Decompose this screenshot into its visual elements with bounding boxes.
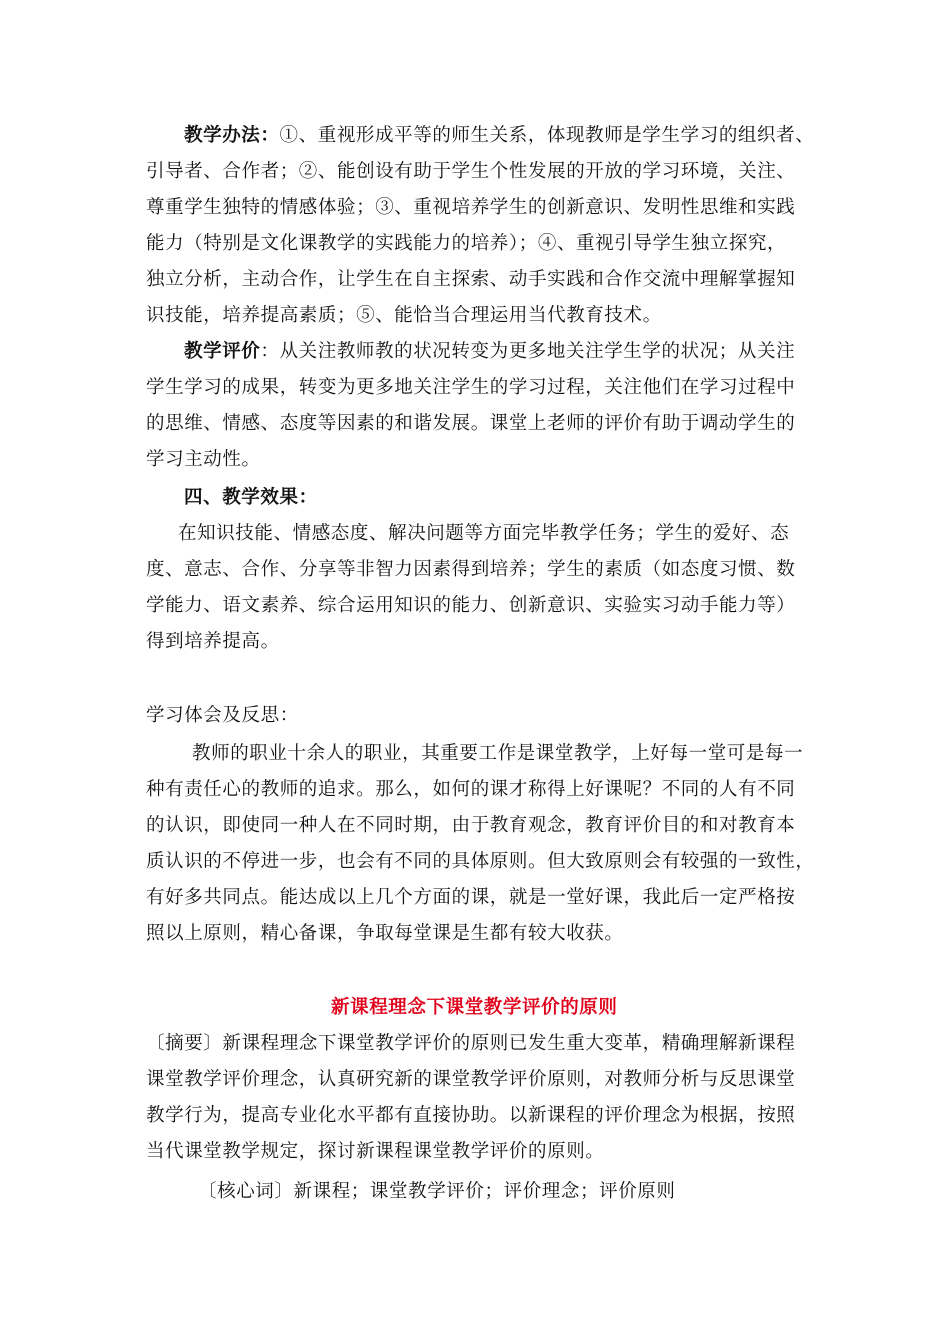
abstract-line: 〔摘要〕新课程理念下课堂教学评价的原则已发生重大变革，精确理解新课程: [146, 1033, 796, 1054]
effect-line: 在知识技能、情感态度、解决问题等方面完毕教学任务；学生的爱好、态: [178, 523, 790, 544]
article-title: 新课程理念下课堂教学评价的原则: [331, 997, 618, 1018]
effect-line: 度、意志、合作、分享等非智力因素得到培养；学生的素质（如态度习惯、数: [146, 559, 796, 580]
reflection-line: 照以上原则，精心备课，争取每堂课是生都有较大收获。: [146, 923, 624, 944]
methods-label: 教学办法：: [184, 125, 280, 146]
effect-heading: 四、教学效果：: [184, 487, 318, 508]
evaluation-line: 学生学习的成果，转变为更多地关注学生的学习过程，关注他们在学习过程中: [146, 377, 796, 398]
reflection-heading: 学习体会及反思：: [146, 705, 299, 726]
reflection-line: 的认识，即使同一种人在不同时期，由于教育观念，教育评价目的和对教育本: [146, 815, 796, 836]
methods-line: 独立分析，主动合作，让学生在自主探索、动手实践和合作交流中理解掌握知: [146, 269, 796, 290]
reflection-line: 有好多共同点。能达成以上几个方面的课，就是一堂好课，我此后一定严格按: [146, 887, 796, 908]
abstract-line: 课堂教学评价理念，认真研究新的课堂教学评价原则，对教师分析与反思课堂: [146, 1069, 796, 1090]
abstract-line: 当代课堂教学规定，探讨新课程课堂教学评价的原则。: [146, 1141, 605, 1162]
methods-first-line: [184, 124, 814, 148]
keywords-line: 〔核心词〕新课程；课堂教学评价；评价理念；评价原则: [198, 1181, 676, 1202]
reflection-line: 教师的职业十余人的职业，其重要工作是课堂教学，上好每一堂可是每一: [192, 743, 804, 764]
evaluation-line: 学习主动性。: [146, 449, 261, 470]
effect-line: 学能力、语文素养、综合运用知识的能力、创新意识、实验实习动手能力等）: [146, 595, 796, 616]
evaluation-first-line: [184, 340, 795, 364]
methods-line: 引导者、合作者；②、能创设有助于学生个性发展的开放的学习环境，关注、: [146, 161, 796, 182]
methods-line: 尊重学生独特的情感体验；③、重视培养学生的创新意识、发明性思维和实践: [146, 197, 796, 218]
effect-line: 得到培养提高。: [146, 631, 280, 652]
abstract-line: 教学行为，提高专业化水平都有直接协助。以新课程的评价理念为根据，按照: [146, 1105, 796, 1126]
evaluation-label: 教学评价: [184, 341, 261, 362]
methods-line: 能力（特别是文化课教学的实践能力的培养）；④、重视引导学生独立探究，: [146, 233, 787, 254]
reflection-line: 质认识的不停进一步，也会有不同的具体原则。但大致原则会有较强的一致性，: [146, 851, 815, 872]
methods-line: ①、重视形成平等的师生关系，体现教师是学生学习的组织者、: [279, 125, 815, 146]
evaluation-line: 的思维、情感、态度等因素的和谐发展。课堂上老师的评价有助于调动学生的: [146, 413, 796, 434]
reflection-line: 种有责任心的教师的追求。那么，如何的课才称得上好课呢？不同的人有不同: [146, 779, 796, 800]
evaluation-line: ：从关注教师教的状况转变为更多地关注学生学的状况；从关注: [260, 341, 796, 362]
methods-line: 识技能，培养提高素质；⑤、能恰当合理运用当代教育技术。: [146, 305, 662, 326]
